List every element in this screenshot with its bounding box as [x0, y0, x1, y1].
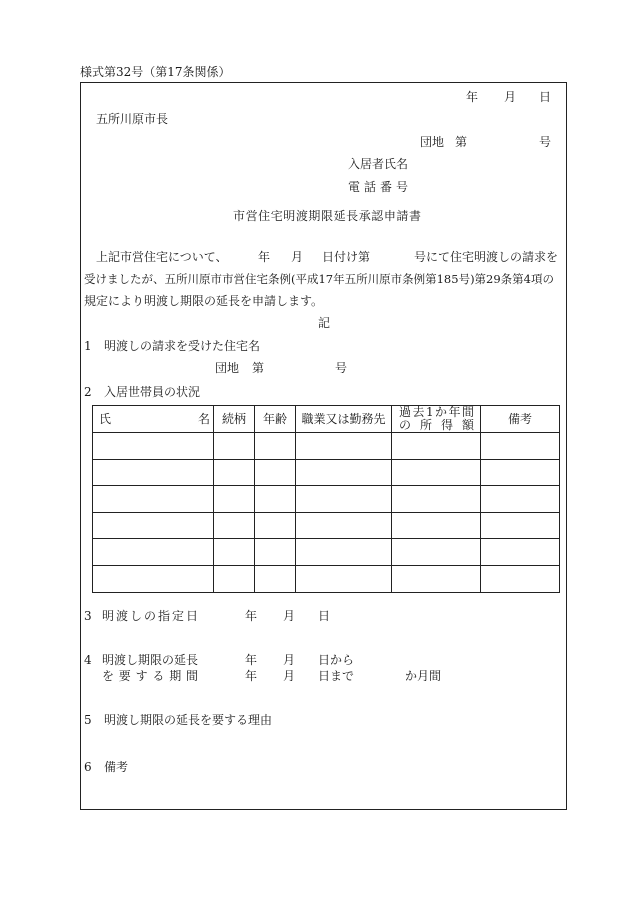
table-cell [296, 512, 392, 539]
table-cell [392, 539, 481, 566]
item3-month-label: 月 [283, 609, 296, 623]
ki-heading: 記 [318, 316, 331, 330]
date-month-label: 月 [504, 90, 517, 104]
table-cell [93, 512, 214, 539]
table-row [93, 459, 560, 486]
item1-dai-label: 第 [252, 361, 265, 375]
body-line1-rest: 号にて住宅明渡しの請求を [413, 250, 558, 264]
table-cell [93, 539, 214, 566]
residence-dai-label: 第 [455, 135, 468, 149]
header-income-line1: 過去1か年間 [399, 405, 474, 419]
item2-label: 入居世帯員の状況 [104, 385, 201, 399]
item4-line1-month: 月 [283, 653, 296, 667]
item3-label: 明渡しの指定日 [102, 609, 198, 623]
item5-label: 明渡し期限の延長を要する理由 [104, 713, 273, 727]
item5-number: 5 [84, 713, 92, 727]
table-cell [392, 486, 481, 513]
header-income [392, 406, 481, 433]
item1-number: 1 [84, 339, 92, 353]
header-remarks: 備考 [481, 406, 560, 433]
item1-go-label: 号 [335, 361, 348, 375]
header-income-line2: の所得額 [399, 418, 474, 432]
header-relation: 続柄 [214, 406, 255, 433]
table-cell [481, 486, 560, 513]
item4-line2-day: 日まで [318, 669, 355, 683]
body-line1-intro: 上記市営住宅について、 [96, 250, 228, 264]
resident-name-label: 入居者氏名 [348, 157, 409, 171]
item4-line1-day: 日から [318, 653, 355, 667]
table-cell [481, 539, 560, 566]
table-cell [214, 433, 255, 460]
table-cell [93, 433, 214, 460]
table-cell [481, 459, 560, 486]
addressee: 五所川原市長 [96, 112, 169, 126]
item4-line2-month: 月 [283, 669, 296, 683]
table-cell [255, 565, 296, 592]
body-line1-day-dai: 日付け第 [322, 250, 371, 264]
item1-danchi-label: 団地 [215, 361, 240, 375]
phone-number-label: 電話番号 [348, 180, 408, 194]
header-name [93, 406, 214, 433]
table-cell [93, 565, 214, 592]
household-members-table [92, 405, 560, 593]
item4-line1-label: 明渡し期限の延長 [102, 653, 199, 667]
table-cell [481, 512, 560, 539]
table-cell [93, 459, 214, 486]
table-row [93, 486, 560, 513]
item2-number: 2 [84, 385, 92, 399]
item4-line2-months: か月間 [405, 669, 442, 683]
table-cell [392, 512, 481, 539]
header-age: 年齢 [255, 406, 296, 433]
table-cell [214, 565, 255, 592]
table-cell [296, 433, 392, 460]
table-cell [214, 459, 255, 486]
table-cell [296, 565, 392, 592]
document-title: 市営住宅明渡期限延長承認申請書 [233, 209, 421, 223]
table-cell [296, 486, 392, 513]
table-cell [255, 539, 296, 566]
item3-number: 3 [84, 609, 92, 623]
item4-line1-year: 年 [245, 653, 258, 667]
residence-danchi-label: 団地 [420, 135, 445, 149]
item4-line2-label: を要する期間 [102, 669, 198, 683]
table-row [93, 512, 560, 539]
item4-number: 4 [84, 653, 92, 667]
table-cell [392, 565, 481, 592]
table-row [93, 433, 560, 460]
body-line3: 規定により明渡し期限の延長を申請します。 [84, 294, 324, 308]
table-cell [93, 486, 214, 513]
table-cell [214, 486, 255, 513]
table-cell [296, 539, 392, 566]
residence-go-label: 号 [539, 135, 552, 149]
table-row [93, 565, 560, 592]
item3-day-label: 日 [318, 609, 331, 623]
table-cell [214, 539, 255, 566]
header-name-text: 氏名 [99, 412, 210, 426]
item1-label: 明渡しの請求を受けた住宅名 [104, 339, 261, 353]
body-line2: 受けましたが、五所川原市市営住宅条例(平成17年五所川原市条例第185号)第29条第4項の [84, 272, 555, 286]
form-number: 様式第32号（第17条関係） [80, 65, 231, 79]
table-cell [296, 459, 392, 486]
table-cell [392, 459, 481, 486]
table-cell [255, 459, 296, 486]
table-cell [214, 512, 255, 539]
item6-label: 備考 [104, 760, 129, 774]
table-cell [392, 433, 481, 460]
body-line1-year: 年 [258, 250, 271, 264]
date-year-label: 年 [466, 90, 479, 104]
table-cell [255, 486, 296, 513]
table-row [93, 539, 560, 566]
body-line1-month: 月 [291, 250, 304, 264]
table-cell [255, 433, 296, 460]
date-day-label: 日 [539, 90, 552, 104]
table-header-row [93, 406, 560, 433]
header-occupation: 職業又は勤務先 [296, 406, 392, 433]
item6-number: 6 [84, 760, 92, 774]
table-cell [255, 512, 296, 539]
table-cell [481, 433, 560, 460]
item3-year-label: 年 [245, 609, 258, 623]
item4-line2-year: 年 [245, 669, 258, 683]
table-cell [481, 565, 560, 592]
